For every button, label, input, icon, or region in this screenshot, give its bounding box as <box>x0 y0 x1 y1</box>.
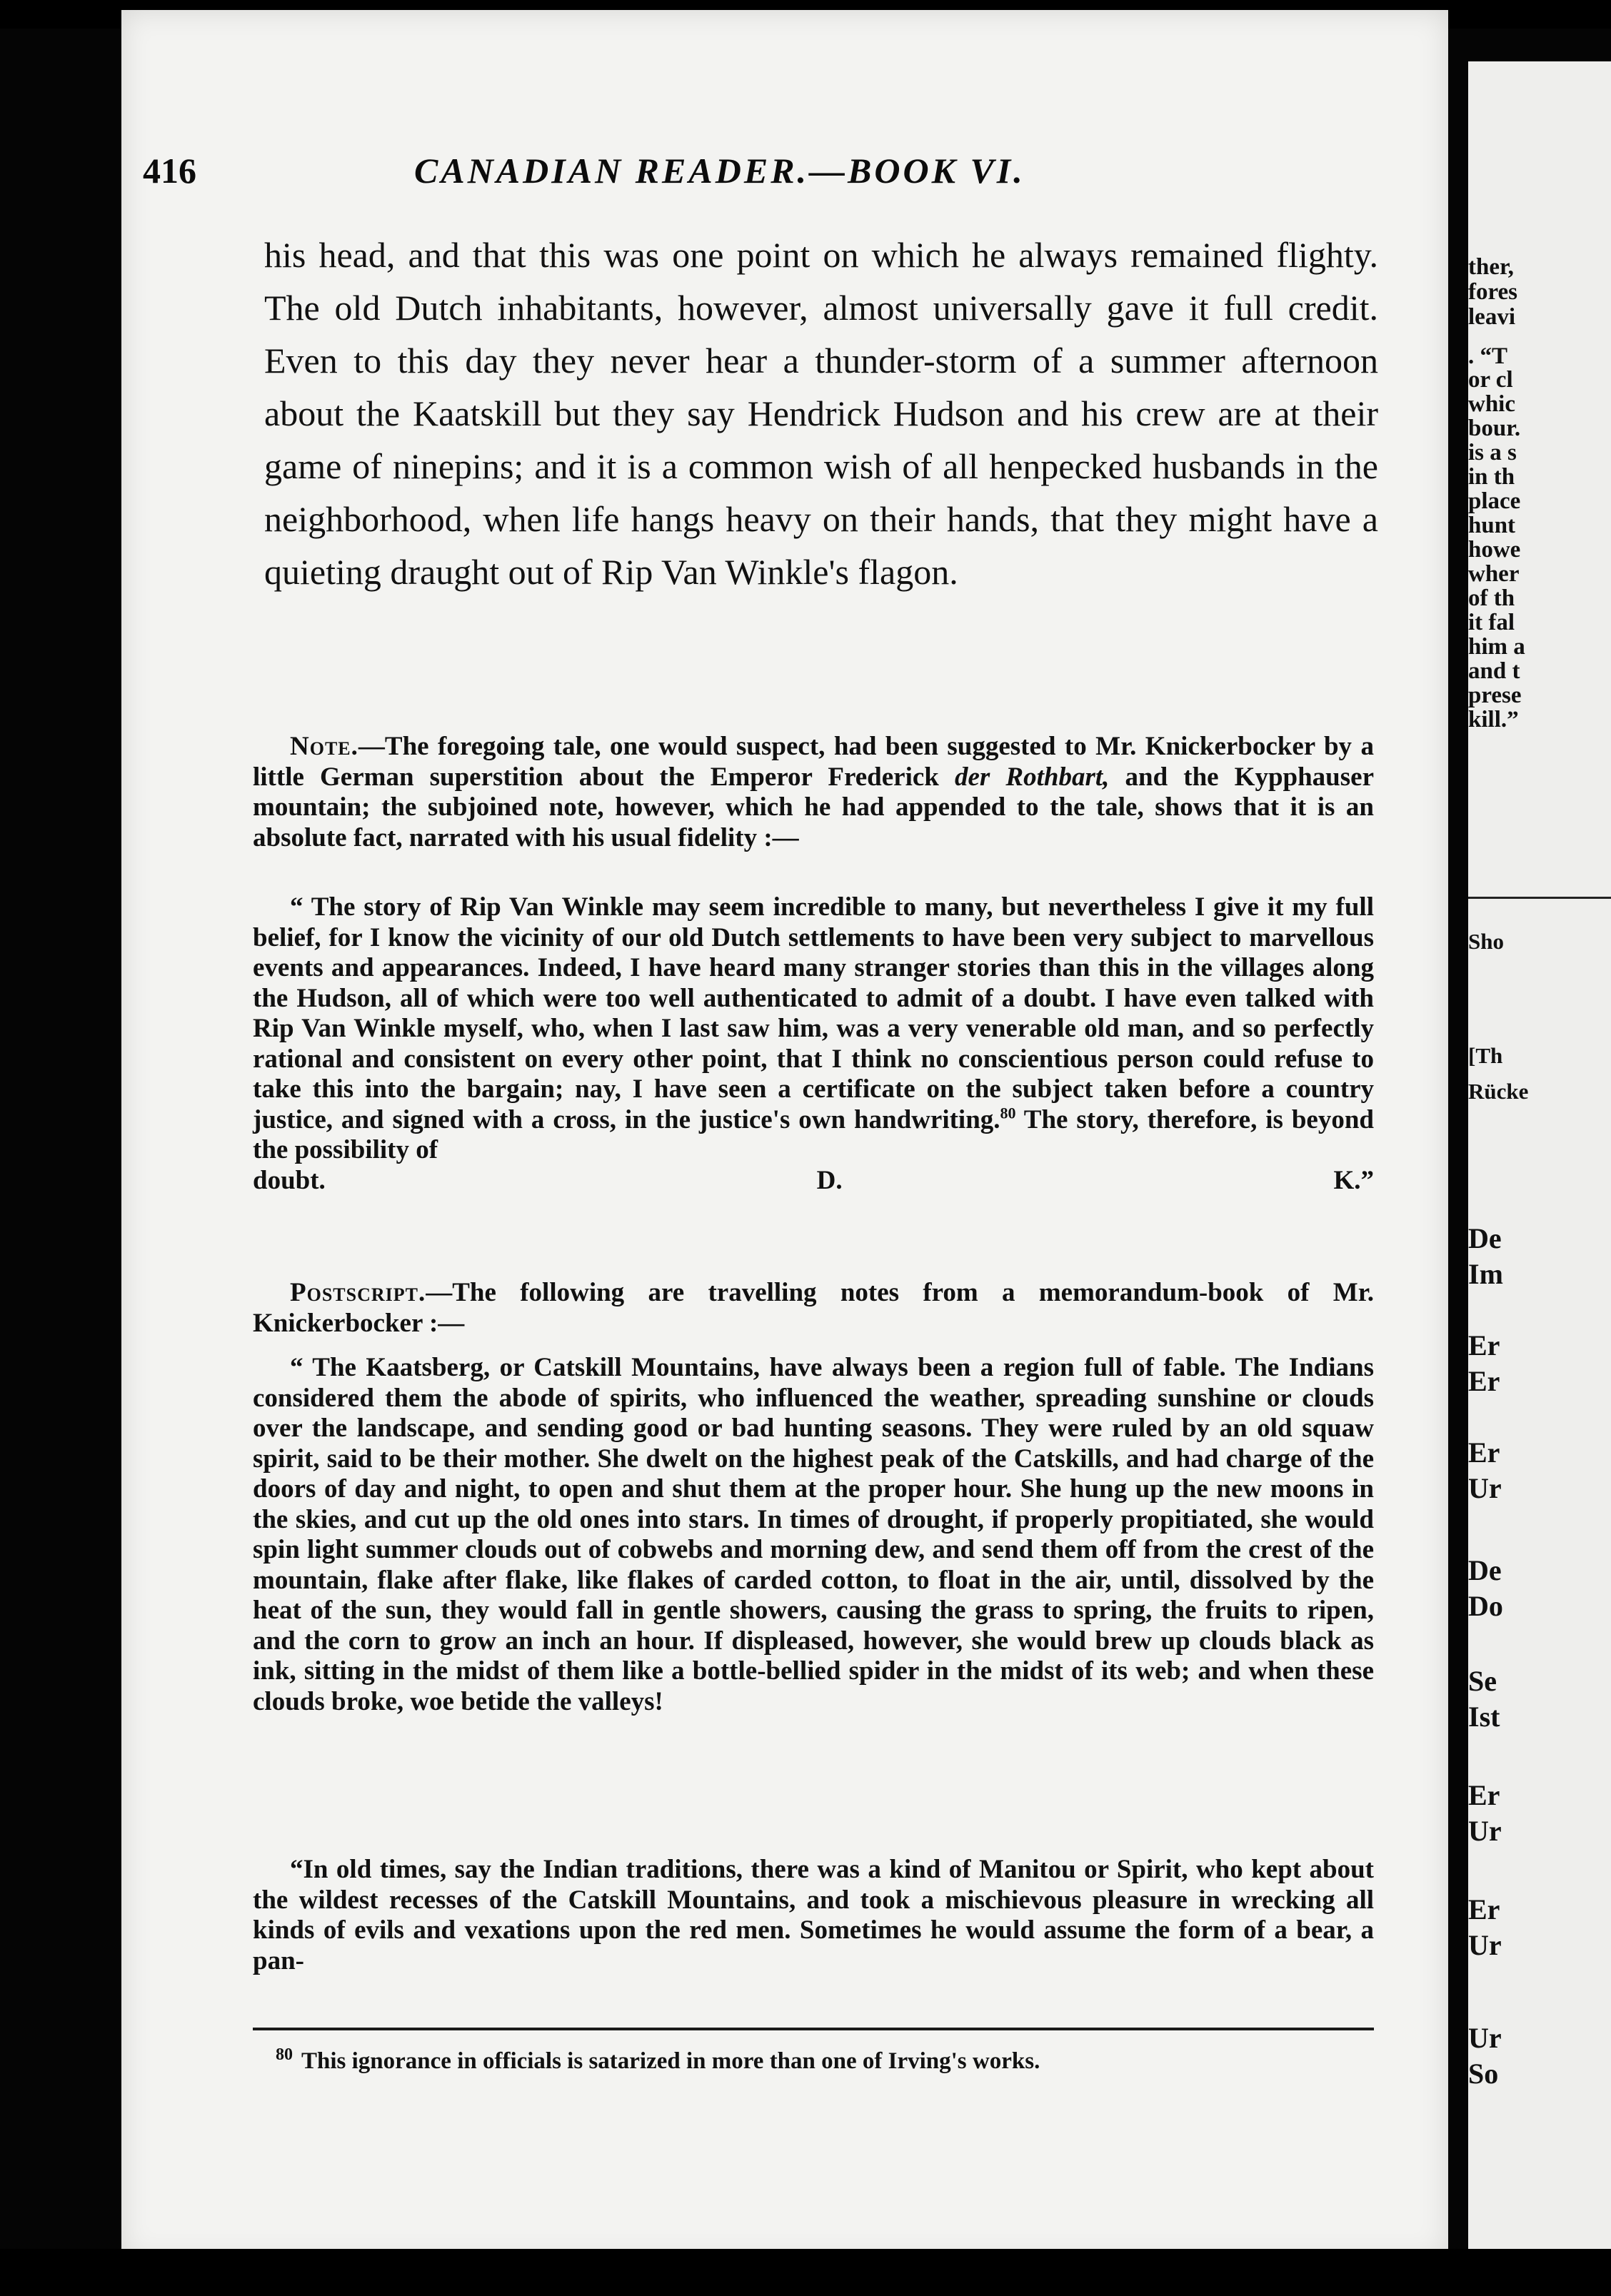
note-emphasis: der Rothbart, <box>955 762 1110 792</box>
adjacent-page-fragment: Do <box>1468 1590 1503 1622</box>
note-label: Note. <box>290 732 358 761</box>
adjacent-page-fragment: leavi <box>1468 304 1515 330</box>
quote-kaatsberg <box>253 1353 1374 1717</box>
adjacent-page-fragment: Ur <box>1468 2022 1502 2054</box>
adjacent-page-fragment: of th <box>1468 585 1515 611</box>
quote-certificate <box>253 892 1374 1196</box>
adjacent-page-fragment: . “T <box>1468 343 1508 369</box>
adjacent-page-fragment: bour. <box>1468 416 1521 441</box>
adjacent-page-fragment: place <box>1468 488 1521 514</box>
quote1-signature: D. K.” <box>816 1165 1374 1195</box>
adjacent-page-fragment: is a s <box>1468 440 1517 465</box>
adjacent-page-fragment: Ist <box>1468 1701 1500 1733</box>
adjacent-page-fragment: whic <box>1468 391 1515 417</box>
postscript-section <box>253 1278 1374 1339</box>
footnote-rule <box>253 2028 1374 2030</box>
main-text <box>264 228 1378 598</box>
adjacent-page-fragment: prese <box>1468 683 1522 708</box>
quote1-text-a: “ The story of Rip Van Winkle may seem incredible to many, but nevertheless I give it my full belief, for I know the vicinity of our old Dutch settlements to have been very subject to marvellous events and appearances. Indeed, I have heard many stranger stories than this in the villages along the Hudson, all of which were too well authenticated to admit of a doubt. I have even talked with Rip Van Winkle myself, who, when I last saw him, was a very venerable old man, and so perfectly rational and consistent on every other point, that I think no conscientious person could refuse to take this into the bargain; nay, I have seen a certificate on the subject taken before a country justice, and signed with a cross, in the justice's own handwriting. <box>253 892 1374 1134</box>
quote1-paragraph <box>253 892 1374 1166</box>
adjacent-page-fragment: ther, <box>1468 254 1514 280</box>
adjacent-page-fragment: him a <box>1468 634 1525 660</box>
quote2-paragraph: “ The Kaatsberg, or Catskill Mountains, have always been a region full of fable. The Indians considered them the abode of spirits, who influenced the weather, spreading sunshine or clouds over the landscape, and sending good or bad hunting seasons. They were ruled by an old squaw spirit, said to be their mother. She dwelt on the highest peak of the Catskills, and had charge of the doors of day and night, to open and shut them at the proper hour. She hung up the new moons in the skies, and cut up the old ones into stars. In times of drought, if properly propitiated, she would spin light summer clouds out of cobwebs and morning dew, and send them off from the crest of the mountain, flake after flake, like flakes of carded cotton, to float in the air, until, dissolved by the heat of the sun, they would fall in gentle showers, causing the grass to spring, the fruits to ripen, and the corn to grow an inch an hour. If displeased, however, she would brew up clouds black as ink, sitting in the midst of them like a bottle-bellied spider in the midst of its web; and when these clouds broke, woe betide the valleys! <box>253 1353 1374 1716</box>
adjacent-page-fragment: in th <box>1468 464 1515 490</box>
adjacent-page-fragment: or cl <box>1468 367 1513 393</box>
adjacent-page-fragment: and t <box>1468 658 1520 684</box>
adjacent-page-edge <box>1468 61 1611 2249</box>
adjacent-page-fragment: Sho <box>1468 929 1504 954</box>
adjacent-page-fragment: fores <box>1468 279 1518 305</box>
adjacent-page-fragment: kill.” <box>1468 707 1519 732</box>
adjacent-page-fragment: howe <box>1468 537 1521 563</box>
postscript-label: Postscript. <box>290 1278 426 1307</box>
quote1-signature-line <box>253 1166 1374 1197</box>
adjacent-page-fragment: Er <box>1468 1893 1500 1925</box>
postscript-paragraph <box>253 1278 1374 1339</box>
quote1-text-b: The story, therefore, is beyond the possibility of <box>253 1104 1374 1164</box>
running-head: CANADIAN READER.—BOOK VI. <box>414 151 1025 191</box>
adjacent-page-fragment: Rücke <box>1468 1079 1529 1104</box>
footnote-number: 80 <box>276 2045 293 2064</box>
adjacent-page-rule <box>1468 897 1611 899</box>
page-number: 416 <box>143 151 196 191</box>
adjacent-page-fragment: Er <box>1468 1779 1500 1811</box>
note-section <box>253 732 1374 853</box>
body-paragraph: his head, and that this was one point on which he always remained flighty. The old Dutch inhabitants, however, almost universally gave it full credit. Even to this day they never hear a thunder-storm of a summer afternoon about the Kaatskill but they say Hendrick Hudson and his crew are at their game of ninepins; and it is a common wish of all henpecked husbands in the neighborhood, when life hangs heavy on their hands, that they might have a quieting draught out of Rip Van Winkle's flagon. <box>264 235 1378 592</box>
quote1-doubt: doubt. <box>253 1165 326 1195</box>
quote3-paragraph: “In old times, say the Indian traditions, there was a kind of Manitou or Spirit, who kept about the wildest recesses of the Catskill Mountains, and took a mischievous pleasure in wrecking all kinds of evils and vexations upon the red men. Sometimes he would assume the form of a bear, a pan- <box>253 1855 1374 1975</box>
note-text-a: —The foregoing tale, one would suspect, had been suggested to Mr. Knickerbocker by a little German superstition about the Emperor Frederick <box>253 732 1374 792</box>
postscript-text: —The following are travelling notes from a memorandum-book of Mr. Knickerbocker :— <box>253 1278 1374 1338</box>
page-header <box>143 150 1157 193</box>
adjacent-page-fragment: De <box>1468 1222 1502 1254</box>
adjacent-page-fragment: Ur <box>1468 1472 1502 1504</box>
scan-border-bottom <box>0 2249 1611 2296</box>
footnote <box>276 2040 1347 2075</box>
note-paragraph <box>253 732 1374 853</box>
adjacent-page-fragment: De <box>1468 1554 1502 1586</box>
adjacent-page-fragment: wher <box>1468 561 1520 587</box>
book-gutter <box>1448 29 1468 2249</box>
note-text-b: and the Kypphauser mountain; the subjoined note, however, which he had appended to the tale, shows that it is an absolute fact, narrated with his usual fidelity :— <box>253 762 1374 852</box>
adjacent-page-fragment: [Th <box>1468 1043 1503 1068</box>
adjacent-page-fragment: Er <box>1468 1329 1500 1361</box>
footnote-ref: 80 <box>1000 1104 1016 1122</box>
adjacent-page-fragment: Ur <box>1468 1815 1502 1847</box>
quote-manitou <box>253 1855 1374 1976</box>
adjacent-page-fragment: Ur <box>1468 1929 1502 1961</box>
adjacent-page-fragment: Im <box>1468 1258 1503 1290</box>
adjacent-page-fragment: Se <box>1468 1665 1497 1697</box>
adjacent-page-fragment: it fal <box>1468 610 1515 635</box>
adjacent-page-fragment: Er <box>1468 1365 1500 1397</box>
adjacent-page-fragment: So <box>1468 2058 1499 2090</box>
footnote-text: This ignorance in officials is satarized in more than one of Irving's works. <box>301 2048 1040 2074</box>
adjacent-page-fragment: Er <box>1468 1436 1500 1469</box>
adjacent-page-fragment: hunt <box>1468 513 1516 538</box>
